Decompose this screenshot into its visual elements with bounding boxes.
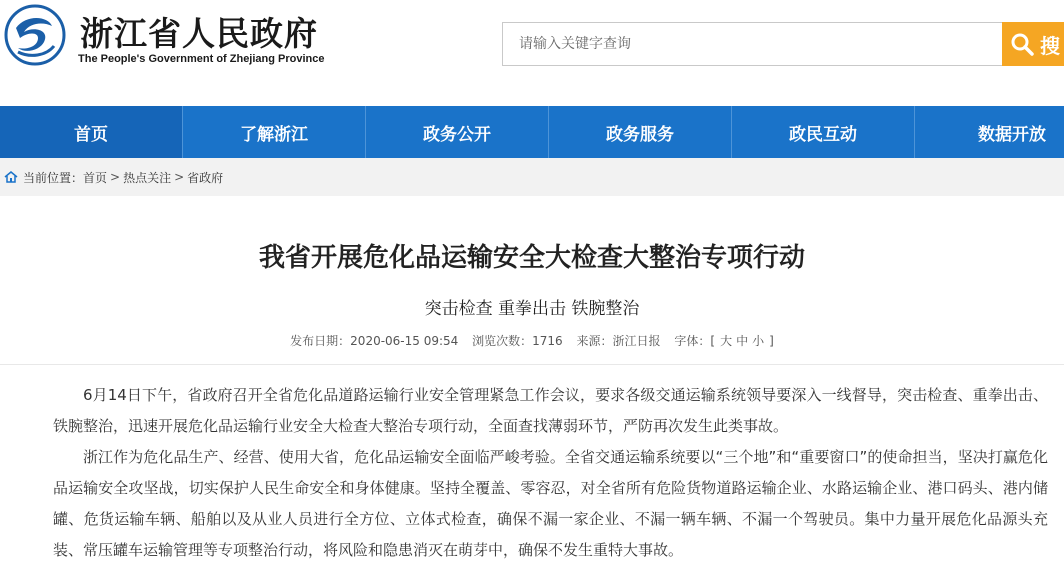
view-count-label: 浏览次数： (472, 334, 533, 348)
article-subtitle: 突击检查 重拳出击 铁腕整治 (424, 299, 640, 319)
search-box (502, 22, 1002, 66)
article-source (577, 334, 661, 348)
font-size-label: 字体： (674, 334, 711, 348)
search-button[interactable] (1002, 22, 1064, 66)
font-size-small-button[interactable]: 小 (752, 334, 765, 348)
site-title[interactable]: 浙江省人民政府 (80, 14, 318, 53)
nav-item-home[interactable]: 首页 (0, 106, 183, 158)
meta-divider (0, 364, 1064, 365)
search-button-label: 搜 (1040, 33, 1060, 58)
article-meta (0, 332, 1064, 349)
breadcrumb-separator: > (174, 170, 185, 184)
breadcrumb (0, 158, 1064, 196)
article-body (53, 380, 1048, 566)
font-size-large-button[interactable]: 大 (720, 334, 733, 348)
site-title-english: The People's Government of Zhejiang Province (78, 53, 325, 65)
article-source-value: 浙江日报 (612, 334, 661, 348)
search-input[interactable] (503, 23, 1002, 65)
font-size-medium-button[interactable]: 中 (736, 334, 749, 348)
font-size-control (674, 334, 773, 348)
search-icon (1010, 32, 1034, 56)
breadcrumb-separator: > (110, 170, 121, 184)
breadcrumb-item-home[interactable]: 首页 (83, 170, 108, 185)
publish-date-label: 发布日期： (290, 334, 351, 348)
publish-date (290, 334, 458, 348)
nav-item-public-interaction[interactable]: 政民互动 (732, 106, 915, 158)
nav-item-about-zhejiang[interactable]: 了解浙江 (183, 106, 366, 158)
main-nav (0, 106, 1064, 158)
article-source-label: 来源： (576, 334, 613, 348)
home-icon (4, 171, 18, 183)
nav-item-open-data[interactable]: 数据开放 (978, 124, 1046, 145)
breadcrumb-prefix: 当前位置： (23, 170, 84, 185)
font-size-bracket-close: ] (769, 334, 774, 348)
site-header (0, 0, 1064, 106)
article-title: 我省开展危化品运输安全大检查大整治专项行动 (258, 243, 805, 273)
view-count-value: 1716 (532, 334, 563, 348)
breadcrumb-item-hot-topics[interactable]: 热点关注 (123, 170, 172, 185)
article-paragraph: 浙江作为危化品生产、经营、使用大省，危化品运输安全面临严峻考验。全省交通运输系统要以“三个地”和“重要窗口”的使命担当，坚决打赢危化品运输安全攻坚战，切实保护人民生命安全和身体健康。坚持全覆盖、零容忍，对全省所有危险货物道路运输企业、水路运输企业、港口码头、港内储罐、危货运输车辆、船舶以及从业人员进行全方位、立体式检查，确保不漏一家企业、不漏一辆车辆、不漏一个驾驶员。集中力量开展危化品源头充装、常压罐车运输管理等专项整治行动，将风险和隐患消灭在萌芽中，确保不发生重特大事故。 (53, 448, 1048, 559)
breadcrumb-item-provincial-government[interactable]: 省政府 (187, 170, 224, 185)
nav-item-government-affairs-open[interactable]: 政务公开 (366, 106, 549, 158)
font-size-bracket-open: [ (710, 334, 716, 348)
nav-item-government-services[interactable]: 政务服务 (549, 106, 732, 158)
zhejiang-emblem-icon[interactable] (4, 4, 66, 66)
publish-date-value: 2020-06-15 09:54 (350, 334, 459, 348)
article-paragraph: 6月14日下午，省政府召开全省危化品道路运输行业安全管理紧急工作会议，要求各级交通运输系统领导要深入一线督导，突击检查、重拳出击、铁腕整治，迅速开展危化品运输行业安全大检查大整治专项行动，全面查找薄弱环节，严防再次发生此类事故。 (53, 386, 1048, 435)
view-count (472, 334, 563, 348)
